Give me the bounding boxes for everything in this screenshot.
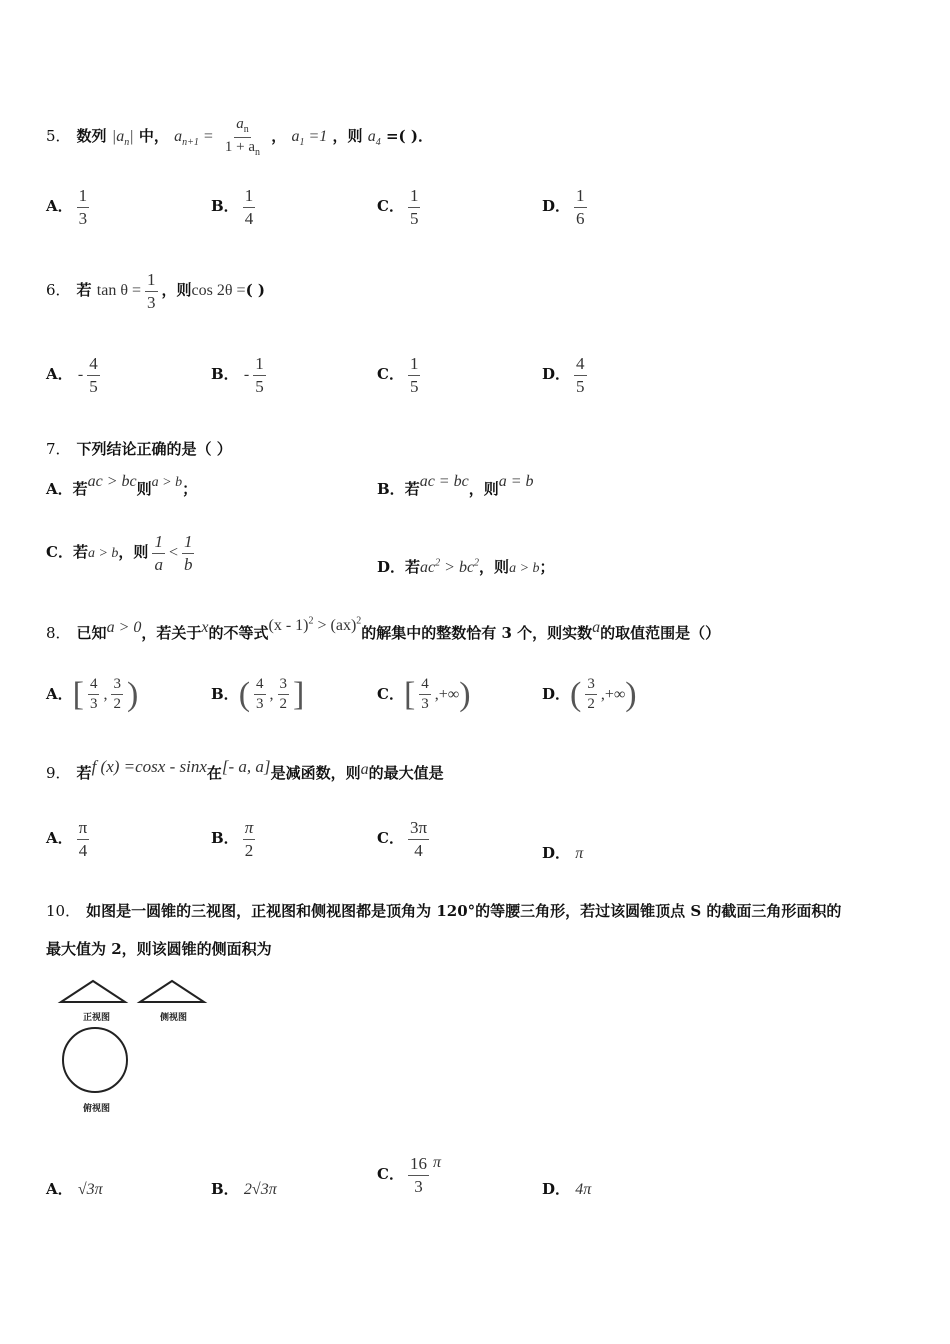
target-term: $a_4$ xyxy=(367,128,381,149)
initial-condition: $a_1 =1$ xyxy=(291,128,328,149)
q6-option-a[interactable]: A． - $\frac{4}{5}$ xyxy=(46,354,98,396)
q7-option-d[interactable]: D．若$ac^2 > bc^2$，则a > b； xyxy=(377,557,555,576)
q10-option-d[interactable]: D． 4π xyxy=(542,1180,592,1198)
question-6-stem: 6． 若 tan θ = $\frac{1}{3}$ ，则cos 2θ =( ) xyxy=(46,270,265,312)
q5-option-d[interactable]: D． $\frac{1}{6}$ xyxy=(542,186,585,228)
recurrence-fraction: $\frac{a_n}{1 + a_n}$ xyxy=(224,116,260,158)
top-view-circle xyxy=(63,1028,127,1092)
q7-option-a[interactable]: A．若ac > bc则a > b； xyxy=(46,473,198,498)
q10-option-b[interactable]: B． 2√3π xyxy=(211,1180,277,1198)
front-view-triangle xyxy=(61,981,125,1002)
q6-option-b[interactable]: B． - $\frac{1}{5}$ xyxy=(211,354,264,396)
q5-option-a[interactable]: A． $\frac{1}{3}$ xyxy=(46,186,88,228)
q8-option-c[interactable]: C．[ $\frac{4}{3}$ ,+∞) xyxy=(377,675,471,713)
q9-option-c[interactable]: C． $\frac{3\pi}{4}$ xyxy=(377,818,428,860)
question-8-stem: 8． 已知a > 0，若关于x的不等式(x - 1)$^2$ > (ax)$^2$的解集中的整数恰有 3 个，则实数a的取值范围是（） xyxy=(46,615,721,642)
recurrence-formula: $a_{n+1}$ = xyxy=(174,128,214,149)
sequence-notation: $|a_n|$ xyxy=(111,128,134,149)
top-view-label: 俯视图 xyxy=(83,1104,111,1114)
q6-option-d[interactable]: D． $\frac{4}{5}$ xyxy=(542,354,585,396)
side-view-label: 侧视图 xyxy=(160,1013,188,1023)
q8-option-d[interactable]: D．( $\frac{3}{2}$ ,+∞) xyxy=(542,675,637,713)
question-9-stem: 9． 若f (x) =cosx - sinx在[- a, a]是减函数，则a的最大值是 xyxy=(46,757,444,782)
q7-option-b[interactable]: B．若ac = bc，则a = b xyxy=(377,473,534,498)
question-10-stem-line-2: 最大值为 2，则该圆锥的侧面积为 xyxy=(46,940,272,958)
front-view-label: 正视图 xyxy=(83,1013,111,1023)
q9-option-d[interactable]: D． π xyxy=(542,844,584,862)
question-10-stem-line-1: 10． 如图是一圆锥的三视图，正视图和侧视图都是顶角为 120°的等腰三角形，若过该圆锥顶点 S 的截面三角形面积的 xyxy=(46,902,842,920)
q9-option-b[interactable]: B． $\frac{\pi}{2}$ xyxy=(211,818,254,860)
side-view-triangle xyxy=(140,981,204,1002)
three-view-figure xyxy=(56,976,216,1118)
q8-option-a[interactable]: A．[ $\frac{4}{3}$ , $\frac{3}{2}$ ) xyxy=(46,675,139,713)
question-number: 5． xyxy=(46,127,71,145)
q7-option-c[interactable]: C．若a > b，则 $\frac{1}{a}$ < $\frac{1}{b}$ xyxy=(46,532,193,574)
q10-option-c[interactable]: C． $\frac{16}{3}$ π xyxy=(377,1154,441,1196)
q6-option-c[interactable]: C． $\frac{1}{5}$ xyxy=(377,354,419,396)
q5-option-b[interactable]: B． $\frac{1}{4}$ xyxy=(211,186,254,228)
question-7-stem: 7． 下列结论正确的是（ ） xyxy=(46,440,232,458)
q5-option-c[interactable]: C． $\frac{1}{5}$ xyxy=(377,186,419,228)
q8-option-b[interactable]: B．( $\frac{4}{3}$ , $\frac{3}{2}$ ] xyxy=(211,675,305,713)
q10-option-a[interactable]: A． √3π xyxy=(46,1180,103,1198)
question-5-stem: 5． 数列 $|a_n|$ 中， $a_{n+1}$ = $\frac{a_n}{1 + a_n}$ ， $a_1 =1$ ，则 $a_4$ =( )． xyxy=(46,116,433,158)
q9-option-a[interactable]: A． $\frac{\pi}{4}$ xyxy=(46,818,88,860)
